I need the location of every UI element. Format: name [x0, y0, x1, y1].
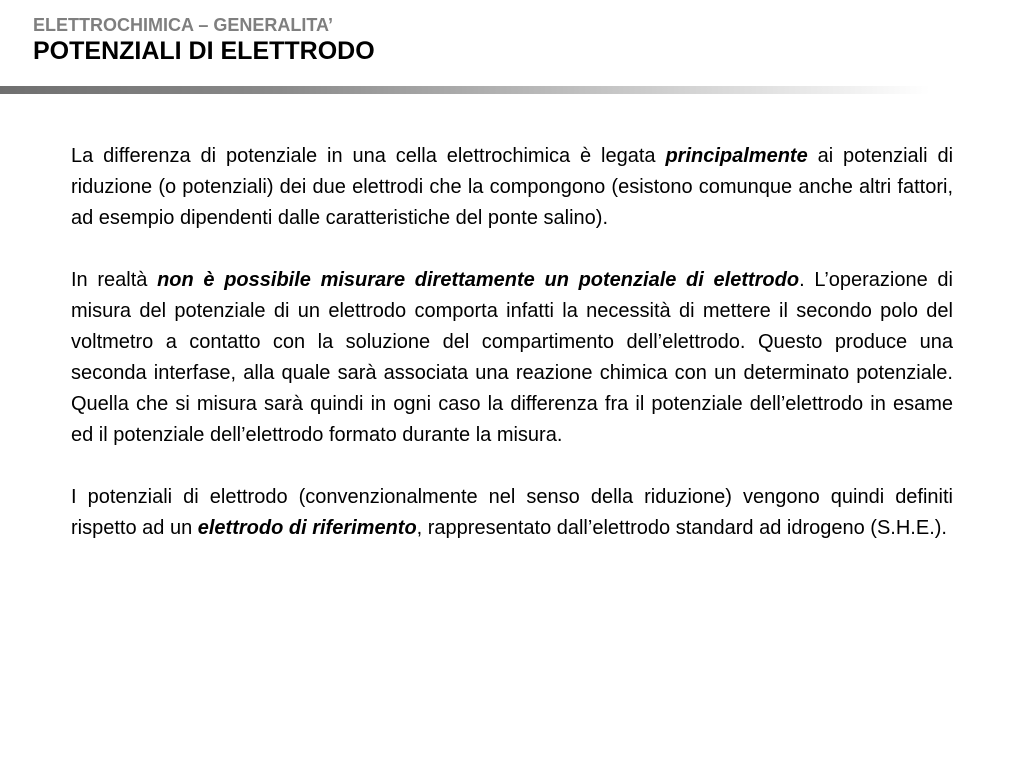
- paragraph-3: [71, 482, 953, 544]
- paragraph-2-text-2: . L’operazione di misura del potenziale di un elettrodo comporta infatti la necessità di mettere il secondo polo del voltmetro a contatto con la soluzione del compartimento dell’elettrodo. Questo produce una seconda interfase, alla quale sarà associata una reazione chimica con un determinato potenziale. Quella che si misura sarà quindi in ogni caso la differenza fra il potenziale dell’elettrodo in esame ed il potenziale dell’elettrodo formato durante la misura.: [71, 269, 953, 446]
- paragraph-1-text-1: La differenza di potenziale in una cella elettrochimica è legata: [71, 145, 666, 167]
- header-divider: [0, 86, 930, 94]
- slide-title: POTENZIALI DI ELETTRODO: [33, 37, 375, 65]
- paragraph-1-text-2: ai potenziali di riduzione (o potenziali) dei due elettrodi che la compongono (esistono comunque anche altri fattori, ad esempio dipendenti dalle caratteristiche del ponte salino).: [71, 145, 954, 229]
- paragraph-3-text-1: I potenziali di elettrodo (convenzionalmente nel senso della riduzione) vengono quindi definiti rispetto ad un: [71, 486, 953, 539]
- paragraph-3-emphasis: elettrodo di riferimento: [197, 517, 417, 539]
- paragraph-1: [71, 141, 953, 234]
- slide-subtitle: ELETTROCHIMICA – GENERALITA’: [33, 15, 334, 35]
- paragraph-1-emphasis: principalmente: [665, 145, 808, 167]
- paragraph-2-emphasis: non è possibile misurare direttamente un potenziale di elettrodo: [157, 269, 800, 291]
- slide-body: [71, 141, 953, 544]
- paragraph-2-text-1: In realtà: [71, 269, 158, 291]
- paragraph-2: [71, 265, 953, 451]
- slide-header: [33, 14, 375, 66]
- paragraph-3-text-2: , rappresentato dall’elettrodo standard ad idrogeno (S.H.E.).: [416, 517, 947, 539]
